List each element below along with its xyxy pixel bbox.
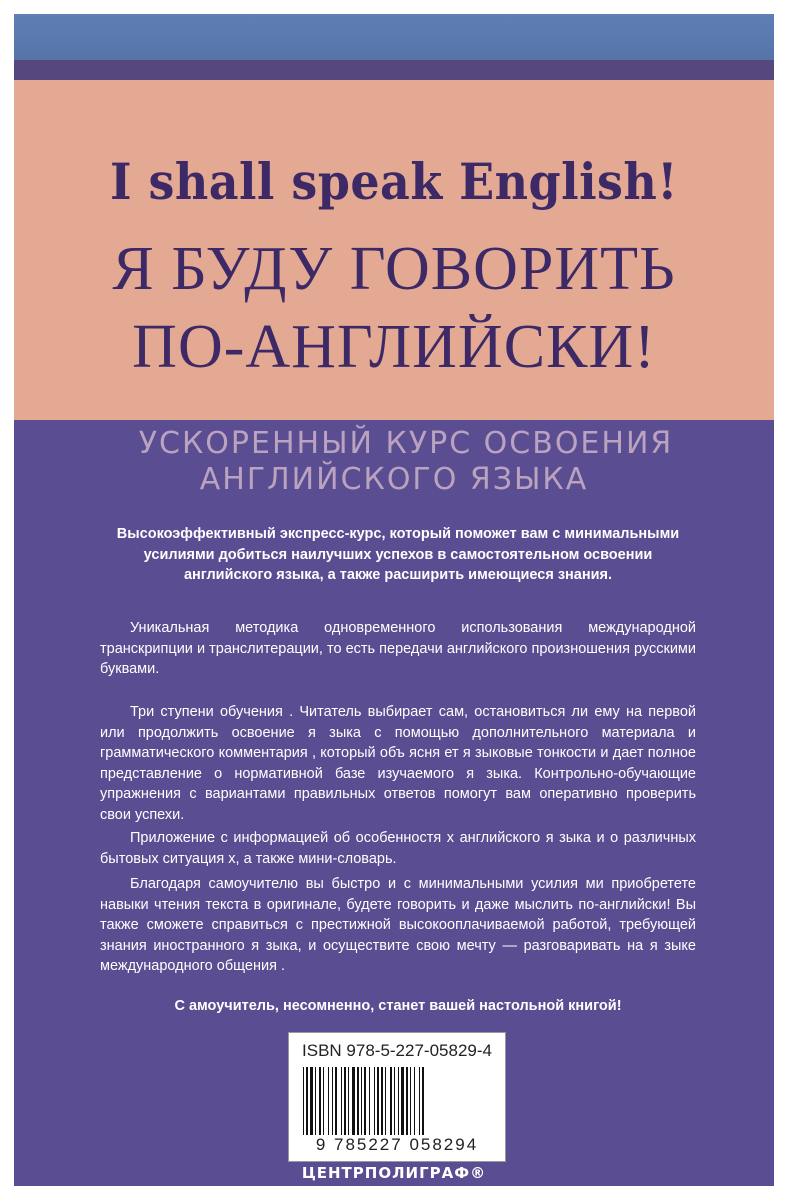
top-color-band: [14, 14, 774, 60]
title-english: I shall speak English!: [110, 152, 678, 211]
subtitle-line1: УСКОРЕННЫЙ КУРС ОСВОЕНИЯ: [138, 426, 674, 461]
title-russian-line1: Я БУДУ ГОВОРИТЬ: [112, 235, 676, 303]
closing-line: С амоучитель, несомненно, станет вашей настольной книгой!: [174, 998, 622, 1014]
subtitle-line2: АНГЛИЙСКОГО ЯЗЫКА: [199, 462, 589, 497]
barcode-bars: [301, 1067, 493, 1135]
description-paragraph-3: Приложение с информацией об особенностя х английского я зыка и о различных бытовых ситуация х, а также мини-словарь.: [100, 830, 696, 867]
isbn-number: ISBN 978-5-227-05829-4: [302, 1041, 492, 1060]
publisher-logo: ЦЕНТРПОЛИГРАФ®: [301, 1164, 487, 1182]
description-paragraph-2: Три ступени обучения . Читатель выбирает сам, остановиться ли ему на первой или продолжить освоение я зыка с помощью дополнительного материала и грамматического комментария , который объ ясня ет я зыковые тонкости и дает полное представление о нормативной базе изучаемого я зыка. Контрольно-обучающие упражнения с вариантами правильных ответов помогут вам оперативно проверить свои успехи.: [100, 704, 696, 823]
barcode-digits: 9 785227 058294: [315, 1135, 479, 1154]
description-paragraph-4: Благодаря самоучителю вы быстро и с минимальными усилия ми приобретете навыки чтения текста в оригинале, будете говорить и даже мыслить по-английски! Вы также сможете справиться с престижной высокооплачиваемой работой, требующей знания иностранного я зыка, и осуществите свою мечту — разговаривать на я зыке международного общения .: [100, 876, 696, 974]
title-russian-line2: ПО-АНГЛИЙСКИ!: [132, 313, 656, 381]
top-stripe: [14, 60, 774, 80]
description-paragraph-1: Уникальная методика одновременного использования международной транскрипции и транслитерации, то есть передачи английского произношения русскими буквами.: [100, 620, 696, 677]
title-panel: [14, 80, 774, 420]
lead-paragraph: Высокоэффективный экспресс-курс, который поможет вам с минимальными усилиями добиться наилучших успехов в самостоятельном освоении английского языка, а также расширить имеющиеся знания.: [116, 526, 680, 583]
book-back-cover: [14, 14, 774, 1186]
barcode-label: [288, 1032, 506, 1162]
